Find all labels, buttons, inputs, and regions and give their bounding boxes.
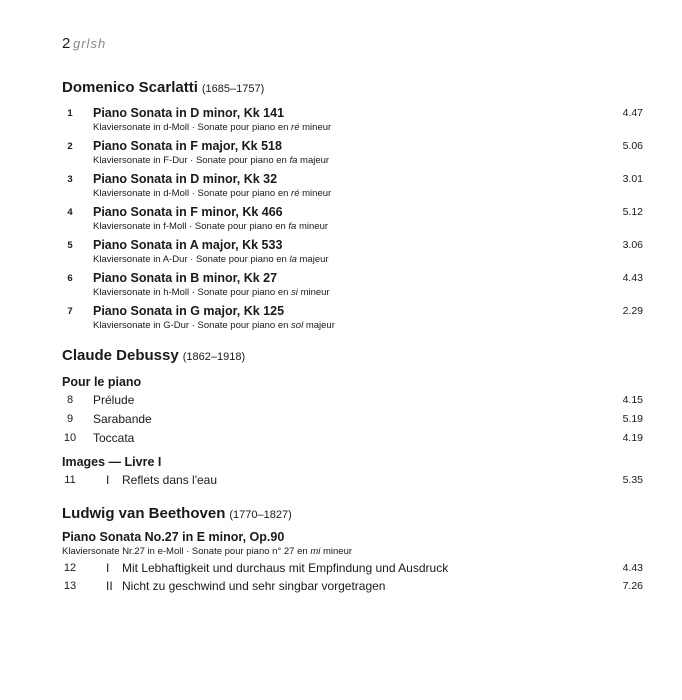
track-title: Piano Sonata in D minor, Kk 141 [93, 106, 285, 120]
track-title: Piano Sonata in D minor, Kk 32 [93, 172, 278, 186]
track-number: 8 [66, 394, 74, 406]
track-title: Piano Sonata in G major, Kk 125 [93, 304, 285, 318]
track-title-row [106, 579, 385, 593]
track-subtitle [93, 287, 330, 298]
track-title: Sarabande [93, 412, 152, 426]
track-number: 9 [66, 413, 74, 425]
track-duration: 5.06 [622, 140, 643, 152]
work-subtitle-sonata-27 [62, 546, 352, 557]
track-subtitle-de: Klaviersonate in h-Moll [93, 287, 190, 298]
track-subtitle-de: Klaviersonate in f-Moll [93, 221, 187, 232]
track-subtitle-fr-post: majeur [300, 155, 330, 166]
composer-name: Ludwig van Beethoven [62, 505, 226, 522]
track-subtitle-fr-pre: · Sonate pour piano en [191, 188, 289, 199]
track-duration: 3.01 [622, 173, 643, 185]
track-number: 2 [67, 141, 73, 152]
track-number: 10 [63, 432, 77, 444]
track-duration: 5.35 [622, 474, 643, 486]
track-duration: 4.15 [622, 394, 643, 406]
track-title-row [106, 473, 217, 487]
page-number: 2 [62, 35, 71, 52]
track-duration: 4.43 [622, 272, 643, 284]
work-subtitle-key: mi [310, 546, 321, 557]
work-title-images: Images — Livre I [62, 455, 162, 469]
composer-heading-debussy [62, 347, 245, 364]
movement-numeral: I [106, 473, 110, 487]
publisher-logo: grlsh [73, 36, 107, 51]
track-title: Mit Lebhaftigkeit und durchaus mit Empfindung und Ausdruck [122, 561, 449, 575]
track-subtitle [93, 221, 328, 232]
track-title: Prélude [93, 393, 135, 407]
track-title: Piano Sonata in A major, Kk 533 [93, 238, 283, 252]
work-title-pour-le-piano: Pour le piano [62, 375, 142, 389]
track-duration: 2.29 [622, 305, 643, 317]
track-subtitle-fr-post: majeur [305, 320, 335, 331]
track-number: 12 [63, 562, 77, 574]
composer-name: Claude Debussy [62, 347, 179, 364]
track-subtitle-fr-pre: · Sonate pour piano en [191, 122, 289, 133]
work-subtitle-pre: Klaviersonate Nr.27 in e-Moll · Sonate pour piano n° 27 en [62, 546, 308, 557]
track-subtitle-de: Klaviersonate in G-Dur [93, 320, 190, 331]
track-duration: 5.12 [622, 206, 643, 218]
track-subtitle-fr-post: mineur [302, 122, 332, 133]
track-subtitle [93, 155, 329, 166]
composer-dates: (1770–1827) [229, 509, 292, 521]
track-subtitle-de: Klaviersonate in d-Moll [93, 122, 190, 133]
track-subtitle-fr-key: fa [288, 221, 297, 232]
track-subtitle-fr-post: majeur [299, 254, 329, 265]
composer-dates: (1862–1918) [182, 351, 246, 363]
track-title: Reflets dans l'eau [122, 473, 218, 487]
track-number: 11 [64, 474, 76, 486]
track-subtitle-fr-key: fa [289, 155, 298, 166]
composer-dates: (1685–1757) [201, 83, 265, 95]
composer-heading-beethoven [62, 505, 292, 522]
track-title: Toccata [93, 431, 135, 445]
composer-name: Domenico Scarlatti [62, 79, 198, 96]
track-subtitle-fr-post: mineur [300, 287, 330, 298]
track-subtitle-de: Klaviersonate in A-Dur [93, 254, 188, 265]
track-duration: 3.06 [622, 239, 643, 251]
movement-numeral: II [106, 579, 113, 593]
track-duration: 4.47 [622, 107, 643, 119]
track-subtitle [93, 122, 331, 133]
track-subtitle-fr-key: si [291, 287, 298, 298]
track-subtitle-fr-post: mineur [298, 221, 329, 232]
track-title: Piano Sonata in F minor, Kk 466 [93, 205, 283, 219]
track-duration: 4.43 [622, 562, 643, 574]
track-number: 4 [67, 207, 73, 218]
track-number: 5 [67, 240, 73, 251]
track-subtitle-de: Klaviersonate in d-Moll [93, 188, 190, 199]
track-subtitle [93, 254, 329, 265]
track-number: 13 [63, 580, 77, 592]
track-title-row [106, 561, 448, 575]
composer-heading-scarlatti [62, 79, 264, 96]
track-duration: 4.19 [622, 432, 643, 444]
work-title-sonata-27: Piano Sonata No.27 in E minor, Op.90 [62, 530, 285, 544]
movement-numeral: I [106, 561, 110, 575]
track-subtitle-fr-pre: · Sonate pour piano en [191, 287, 289, 298]
track-title: Piano Sonata in B minor, Kk 27 [93, 271, 278, 285]
track-subtitle-de: Klaviersonate in F-Dur [93, 155, 188, 166]
track-subtitle-fr-key: sol [291, 320, 304, 331]
track-subtitle-fr-key: ré [291, 188, 300, 199]
track-number: 1 [67, 108, 73, 119]
track-subtitle-fr-pre: · Sonate pour piano en [190, 254, 287, 265]
track-subtitle [93, 188, 331, 199]
track-title: Nicht zu geschwind und sehr singbar vorgetragen [122, 579, 386, 593]
track-subtitle-fr-key: ré [291, 122, 300, 133]
track-subtitle-fr-pre: · Sonate pour piano en [191, 320, 289, 331]
track-duration: 5.19 [622, 413, 643, 425]
track-number: 3 [67, 174, 73, 185]
track-number: 7 [67, 306, 73, 317]
track-subtitle-fr-pre: · Sonate pour piano en [190, 155, 287, 166]
track-subtitle-fr-post: mineur [302, 188, 332, 199]
work-subtitle-post: mineur [322, 546, 353, 557]
track-subtitle-fr-key: la [289, 254, 297, 265]
track-title: Piano Sonata in F major, Kk 518 [93, 139, 282, 153]
track-number: 6 [67, 273, 73, 284]
track-duration: 7.26 [622, 580, 643, 592]
track-subtitle [93, 320, 335, 331]
track-subtitle-fr-pre: · Sonate pour piano en [189, 221, 286, 232]
